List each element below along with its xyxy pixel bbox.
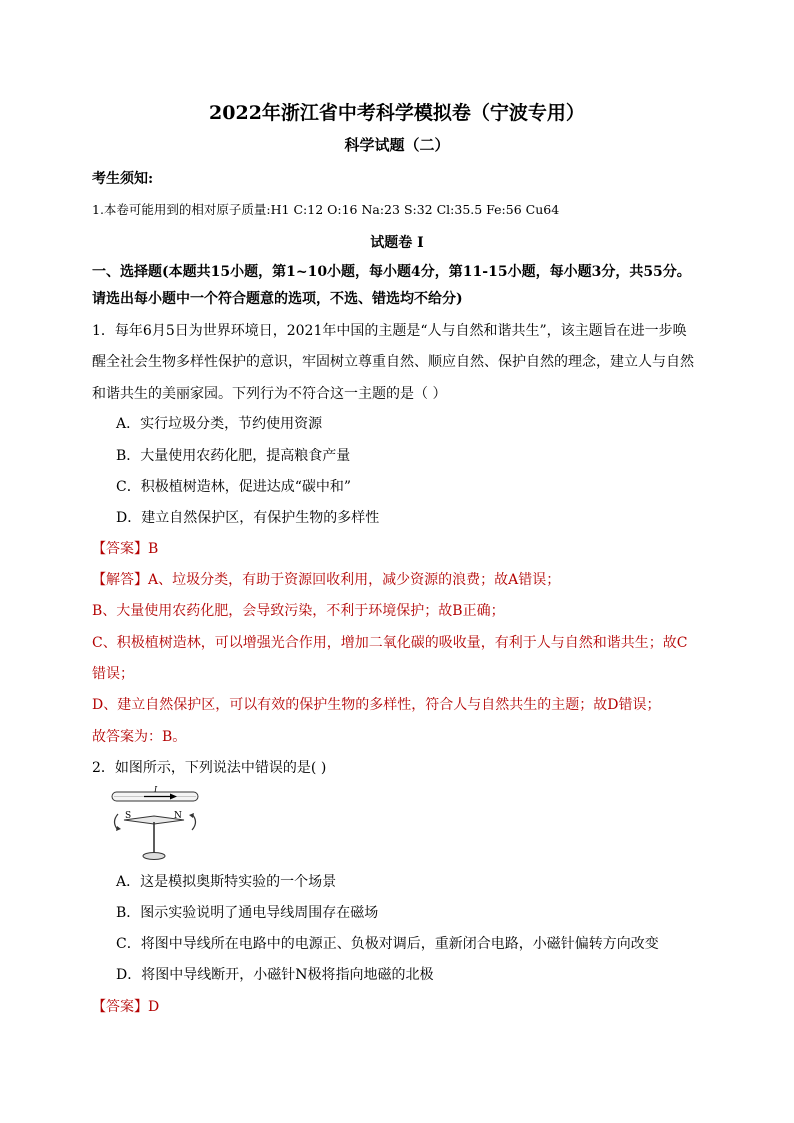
q1-stem-line2: 醒全社会生物多样性保护的意识，牢固树立尊重自然、顺应自然、保护自然的理念，建立人与自然 xyxy=(92,354,694,370)
q1-analysis-line6: 故答案为：B。 xyxy=(92,729,187,745)
q1-option-d: D．建立自然保护区，有保护生物的多样性 xyxy=(116,510,380,526)
analysis-tag: 【解答】 xyxy=(92,572,148,588)
q1-option-b: B．大量使用农药化肥，提高粮食产量 xyxy=(116,448,351,464)
page-subtitle: 科学试题（二） xyxy=(344,136,450,154)
answer-tag: 【答案】 xyxy=(92,541,148,557)
q1-analysis-line4: 错误； xyxy=(92,666,134,682)
q1-option-c: C．积极植树造林，促进达成“碳中和” xyxy=(116,479,352,495)
notice-line: 1.本卷可能用到的相对原子质量:H1 C:12 O:16 Na:23 S:32 Cl:35.5 Fe:56 Cu64 xyxy=(92,202,560,217)
q1-analysis-line5: D、建立自然保护区，可以有效的保护生物的多样性，符合人与自然共生的主题；故D错误； xyxy=(92,697,661,713)
q1-stem-line1: 1．每年6月5日为世界环境日，2021年中国的主题是“人与自然和谐共生”，该主题旨在进一步唤 xyxy=(92,323,687,339)
page-title: 2022年浙江省中考科学模拟卷（宁波专用） xyxy=(209,102,585,124)
q2-option-b: B．图示实验说明了通电导线周围存在磁场 xyxy=(116,905,379,921)
south-pole-label: S xyxy=(125,811,132,821)
q1-analysis-line2: B、大量使用农药化肥，会导致污染，不利于环境保护；故B正确； xyxy=(92,603,505,619)
q2-stem: 2．如图所示，下列说法中错误的是( ) xyxy=(92,760,327,776)
part1-instructions-line2: 请选出每小题中一个符合题意的选项，不选、错选均不给分) xyxy=(92,291,463,307)
q2-option-d: D．将图中导线断开，小磁针N极将指向地磁的北极 xyxy=(116,967,434,983)
compass-base xyxy=(143,853,165,860)
q1-stem-line3: 和谐共生的美丽家园。下列行为不符合这一主题的是（ ） xyxy=(92,386,447,402)
q2-answer xyxy=(92,998,159,1016)
answer-value: B xyxy=(148,541,159,557)
q1-option-a: A．实行垃圾分类，节约使用资源 xyxy=(116,416,323,432)
q1-analysis-line1 xyxy=(92,571,560,589)
notice-heading: 考生须知: xyxy=(92,171,154,187)
q2-option-a: A．这是模拟奥斯特实验的一个场景 xyxy=(116,874,337,890)
current-label: I xyxy=(154,786,158,794)
analysis-text: A、垃圾分类，有助于资源回收利用，减少资源的浪费；故A错误； xyxy=(148,572,561,588)
north-pole-label: N xyxy=(174,811,182,821)
part1-instructions-line1: 一、选择题(本题共15小题，第1~10小题，每小题4分，第11-15小题，每小题3分，共55分。 xyxy=(92,264,691,280)
oersted-experiment-figure xyxy=(108,786,208,864)
q1-answer xyxy=(92,540,158,558)
section-title: 试题卷 I xyxy=(370,235,424,251)
answer-value: D xyxy=(148,999,160,1015)
q2-option-c: C．将图中导线所在电路中的电源正、负极对调后，重新闭合电路，小磁针偏转方向改变 xyxy=(116,936,659,952)
q1-analysis-line3: C、积极植树造林，可以增强光合作用，增加二氧化碳的吸收量，有利于人与自然和谐共生；故C xyxy=(92,635,688,651)
answer-tag: 【答案】 xyxy=(92,999,148,1015)
